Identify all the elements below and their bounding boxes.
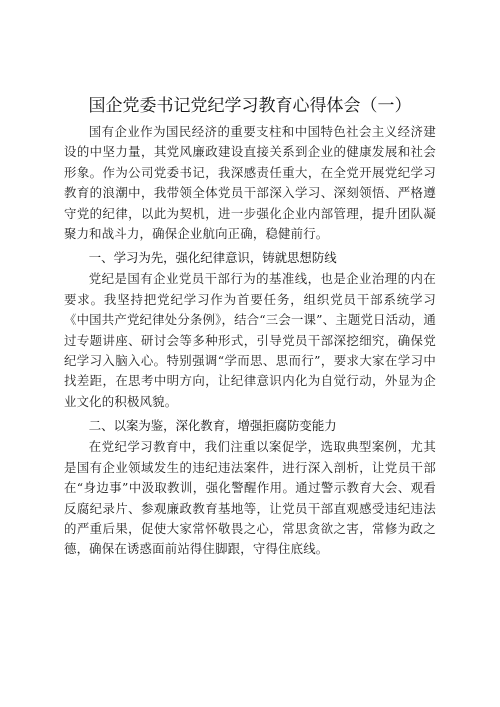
section-heading-2: 二、以案为鉴，深化教育，增强拒腐防变能力 — [88, 418, 337, 434]
section-heading-1: 一、学习为先，强化纪律意识，铸就思想防线 — [88, 250, 337, 266]
document-body — [64, 122, 436, 560]
section-body-2: 在党纪学习教育中，我们注重以案促学，选取典型案例，尤其是国有企业领域发生的违纪违法案件，进行深入剖析，让党员干部在“身边事”中汲取教训，强化警醒作用。通过警示教育大会、观看反腐纪录片、参观廉政教育基地等，让党员干部直观感受违纪违法的严重后果，促使大家常怀敬畏之心，常思贪欲之害，常修为政之德，确保在诱惑面前站得住脚跟，守得住底线。 — [64, 439, 436, 557]
intro-paragraph: 国有企业作为国民经济的重要支柱和中国特色社会主义经济建设的中坚力量，其党风廉政建设直接关系到企业的健康发展和社会形象。作为公司党委书记，我深感责任重大，在全党开展党纪学习教育的浪潮中，我带领全体党员干部深入学习、深刻领悟、严格遵守党的纪律，以此为契机，进一步强化企业内部管理，提升团队凝聚力和战斗力，确保企业航向正确，稳健前行。 — [64, 124, 436, 242]
document-title: 国企党委书记党纪学习教育心得体会（一） — [88, 96, 412, 116]
section-body-1: 党纪是国有企业党员干部行为的基准线，也是企业治理的内在要求。我坚持把党纪学习作为首要任务，组织党员干部系统学习《中国共产党纪律处分条例》，结合“三会一课”、主题党日活动，通过专题讲座、研讨会等多种形式，引导党员干部深挖细究，确保党纪学习入脑入心。特别强调“学而思、思而行”，要求大家在学习中找差距，在思考中明方向，让纪律意识内化为自觉行动，外显为企业文化的积极风貌。 — [64, 271, 436, 409]
